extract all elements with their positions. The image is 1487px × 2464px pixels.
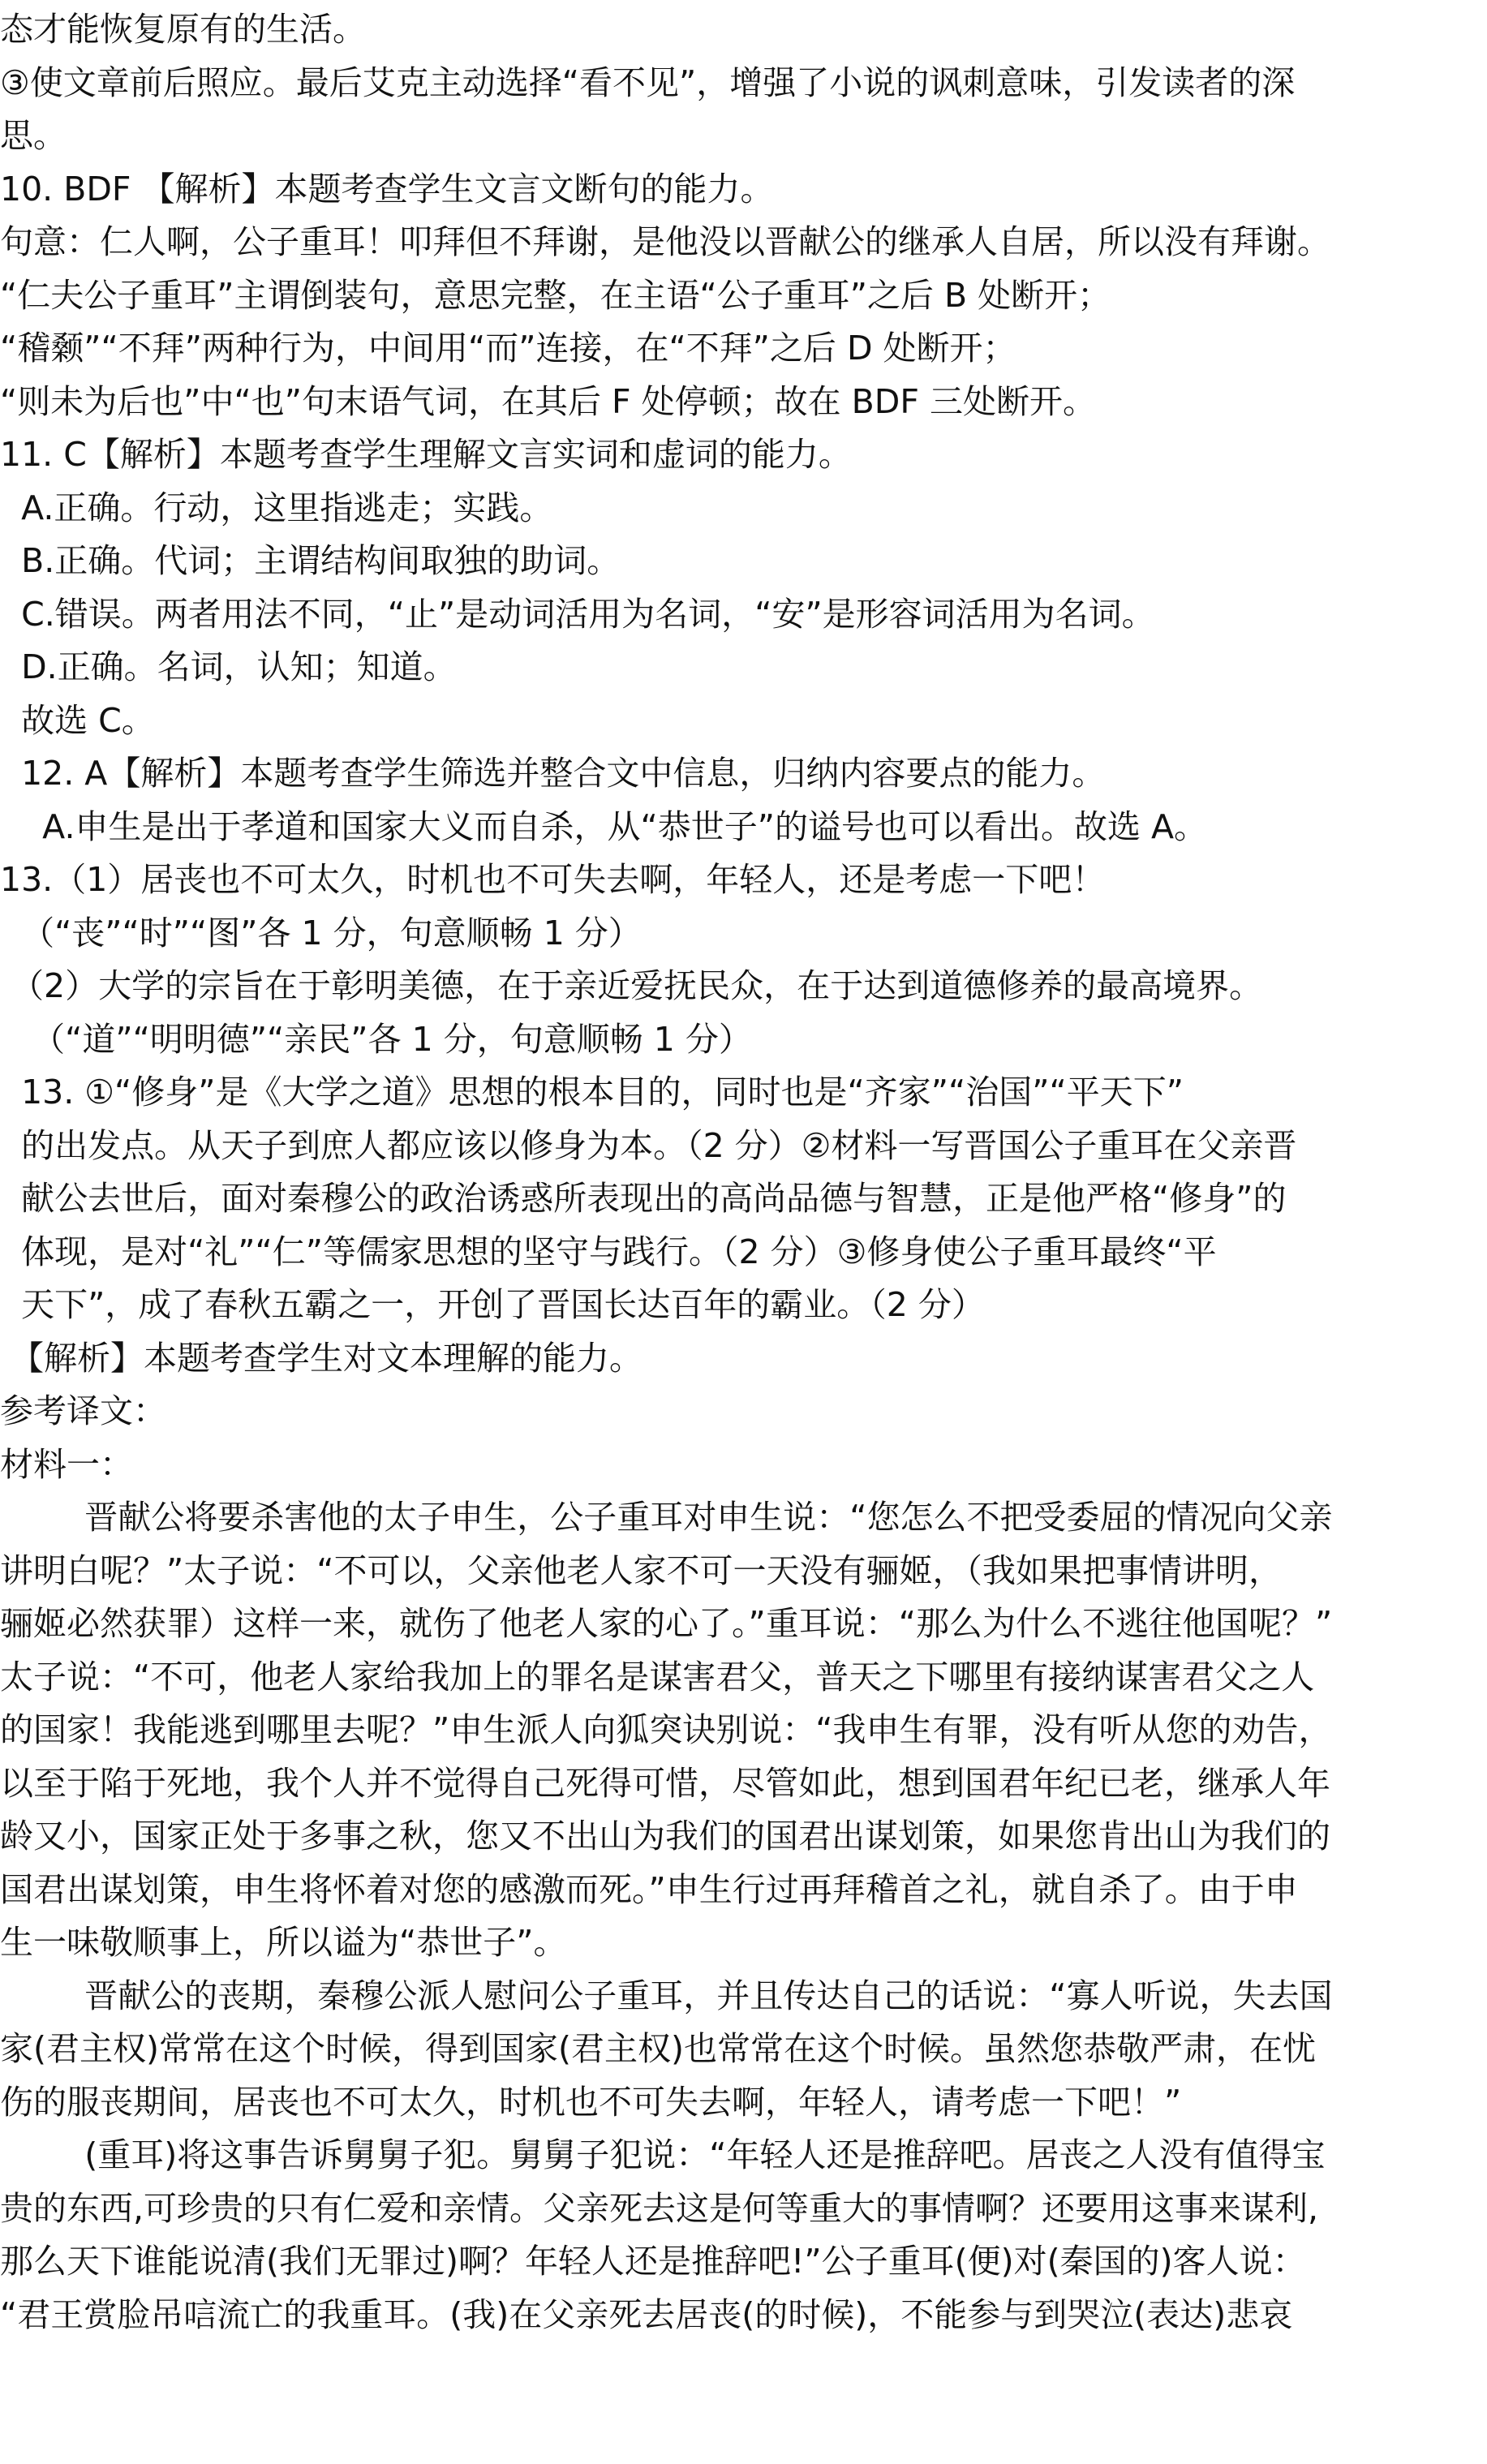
text-line: 以至于陷于死地，我个人并不觉得自己死得可惜，尽管如此，想到国君年纪已老，继承人年 <box>0 1764 1330 1803</box>
text-line: 故选 C。 <box>0 701 155 740</box>
text-line: 13. ①“修身”是《大学之道》思想的根本目的，同时也是“齐家”“治国”“平天下” <box>0 1073 1184 1112</box>
text-line: 家(君主权)常常在这个时候，得到国家(君主权)也常常在这个时候。虽然您恭敬严肃，在忧 <box>0 2029 1316 2068</box>
text-line: 参考译文： <box>0 1391 166 1430</box>
text-line: 10. BDF 【解析】本题考查学生文言文断句的能力。 <box>0 170 774 209</box>
text-line: (重耳)将这事告诉舅舅子犯。舅舅子犯说：“年轻人还是推辞吧。居丧之人没有值得宝 <box>0 2135 1326 2174</box>
text-line: A.申生是出于孝道和国家大义而自杀，从“恭世子”的谥号也可以看出。故选 A。 <box>0 807 1208 846</box>
text-line: 生一味敬顺事上，所以谥为“恭世子”。 <box>0 1923 567 1962</box>
text-line: 的出发点。从天子到庶人都应该以修身为本。（2 分）②材料一写晋国公子重耳在父亲晋 <box>0 1126 1297 1165</box>
text-line: A.正确。行动，这里指逃走；实践。 <box>0 488 553 527</box>
text-line: （2）大学的宗旨在于彰明美德，在于亲近爱抚民众，在于达到道德修养的最高境界。 <box>0 966 1263 1005</box>
text-line: 体现，是对“礼”“仁”等儒家思想的坚守与践行。（2 分）③修身使公子重耳最终“平 <box>0 1232 1217 1271</box>
text-line: 伤的服丧期间，居丧也不可太久，时机也不可失去啊，年轻人，请考虑一下吧！” <box>0 2083 1182 2122</box>
text-line: 12. A【解析】本题考查学生筛选并整合文中信息，归纳内容要点的能力。 <box>0 754 1106 793</box>
text-line: 太子说：“不可，他老人家给我加上的罪名是谋害君父，普天之下哪里有接纳谋害君父之人 <box>0 1658 1315 1696</box>
text-line: “则未为后也”中“也”句末语气词，在其后 F 处停顿；故在 BDF 三处断开。 <box>0 382 1096 421</box>
text-line: 晋献公将要杀害他的太子申生，公子重耳对申生说：“您怎么不把受委屈的情况向父亲 <box>0 1498 1333 1537</box>
text-line: 龄又小，国家正处于多事之秋，您又不出山为我们的国君出谋划策，如果您肯出山为我们的 <box>0 1817 1330 1856</box>
text-line: “仁夫公子重耳”主谓倒装句，意思完整，在主语“公子重耳”之后 B 处断开； <box>0 276 1111 315</box>
text-line: 思。 <box>0 116 67 155</box>
text-line: 11. C【解析】本题考查学生理解文言实词和虚词的能力。 <box>0 435 852 474</box>
text-line: C.错误。两者用法不同，“止”是动词活用为名词，“安”是形容词活用为名词。 <box>0 595 1155 634</box>
text-line: 【解析】本题考查学生对文本理解的能力。 <box>0 1339 643 1378</box>
text-line: 那么天下谁能说清(我们无罪过)啊？年轻人还是推辞吧!”公子重耳(便)对(秦国的)客人说： <box>0 2242 1306 2281</box>
text-line: “君王赏脸吊唁流亡的我重耳。(我)在父亲死去居丧(的时候)，不能参与到哭泣(表达)悲哀 <box>0 2295 1293 2334</box>
text-line: 讲明白呢？”太子说：“不可以，父亲他老人家不可一天没有骊姬，（我如果把事情讲明， <box>0 1551 1282 1590</box>
text-line: 骊姬必然获罪）这样一来，就伤了他老人家的心了。”重耳说：“那么为什么不逃往他国呢？” <box>0 1604 1333 1643</box>
text-line: 材料一： <box>0 1445 133 1484</box>
text-line: 的国家！我能逃到哪里去呢？”申生派人向狐突诀别说：“我申生有罪，没有听从您的劝告， <box>0 1710 1332 1749</box>
text-line: 天下”，成了春秋五霸之一，开创了晋国长达百年的霸业。（2 分） <box>0 1285 985 1324</box>
text-line: 句意：仁人啊，公子重耳！叩拜但不拜谢，是他没以晋献公的继承人自居，所以没有拜谢。 <box>0 222 1330 261</box>
text-line: 献公去世后，面对秦穆公的政治诱惑所表现出的高尚品德与智慧，正是他严格“修身”的 <box>0 1179 1287 1218</box>
text-line: D.正确。名词，认知；知道。 <box>0 647 457 686</box>
text-line: 13.（1）居丧也不可太久，时机也不可失去啊，年轻人，还是考虑一下吧！ <box>0 860 1106 899</box>
text-line: （“道”“明明德”“亲民”各 1 分，句意顺畅 1 分） <box>0 1020 752 1059</box>
text-line: 晋献公的丧期，秦穆公派人慰问公子重耳，并且传达自己的话说：“寡人听说，失去国 <box>0 1976 1333 2015</box>
text-line: 国君出谋划策，申生将怀着对您的感激而死。”申生行过再拜稽首之礼，就自杀了。由于申 <box>0 1870 1298 1909</box>
text-line: 贵的东西,可珍贵的只有仁爱和亲情。父亲死去这是何等重大的事情啊？还要用这事来谋利, <box>0 2189 1319 2228</box>
text-line: ③使文章前后照应。最后艾克主动选择“看不见”，增强了小说的讽刺意味，引发读者的深 <box>0 63 1296 102</box>
text-line: 态才能恢复原有的生活。 <box>0 10 366 49</box>
text-line: （“丧”“时”“图”各 1 分，句意顺畅 1 分） <box>0 914 642 952</box>
text-line: B.正确。代词；主谓结构间取独的助词。 <box>0 541 621 580</box>
text-line: “稽颡”“不拜”两种行为，中间用“而”连接，在“不拜”之后 D 处断开； <box>0 329 1016 368</box>
